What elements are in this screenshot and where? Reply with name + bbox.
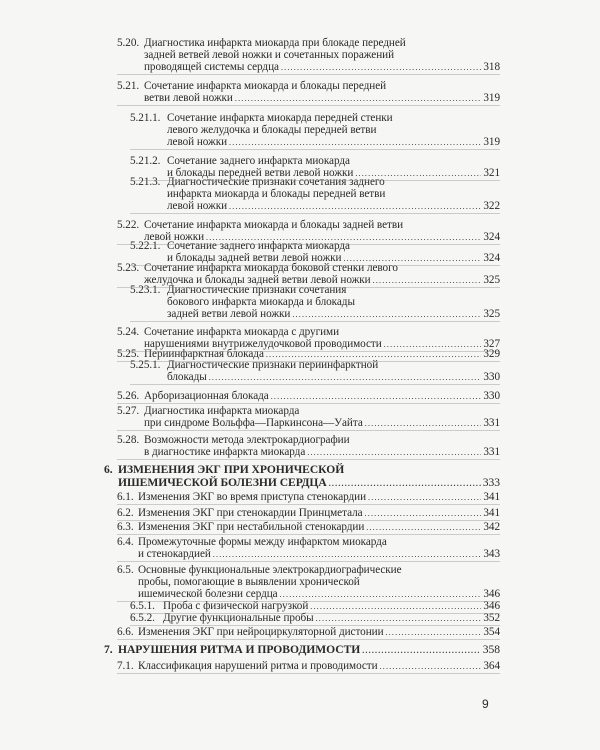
toc-entry[interactable] [117,37,500,73]
entry-rule [130,149,500,150]
toc-entry-title-line: Диагностические признаки периинфарктной [167,359,379,371]
toc-entry-title-line: Сочетание заднего инфаркта миокарда [167,155,350,167]
toc-chapter-entry[interactable] [104,644,500,657]
toc-entry-number: 5.21.2. [130,155,161,167]
toc-entry-page: 330 [483,390,500,402]
toc-entry-number: 6.5.1. [130,600,155,612]
toc-entry-number: 6.2. [117,507,134,519]
entry-rule [130,384,500,385]
toc-entry[interactable] [130,176,500,212]
toc-entry-title-line: Арборизационная блокада [144,390,269,402]
toc-entry-title-line: Периинфарктная блокада [144,348,264,360]
toc-entry[interactable] [117,626,500,638]
toc-entry-title-line: Изменения ЭКГ при нейроциркуляторной дистонии [138,626,384,638]
toc-entry-page: 358 [482,643,500,656]
toc-entry[interactable] [130,112,500,148]
toc-entry-title-line: Промежуточные формы между инфарктом миокарда [138,536,387,548]
toc-entry-title-line: Изменения ЭКГ при стенокардии Принцметала [138,507,363,519]
entry-rule [117,561,500,562]
entry-rule [117,601,500,602]
toc-entry-title-line: проводящей системы сердца [144,61,279,73]
toc-entry-title-line: ИШЕМИЧЕСКОЙ БОЛЕЗНИ СЕРДЦА [118,475,327,489]
toc-entry-number: 6.1. [117,491,134,503]
toc-entry[interactable] [130,359,500,383]
toc-entry-title-line: Сочетание инфаркта миокарда и блокады задней ветви [144,219,404,231]
toc-entry-title-line: задней ветвей левой ножки и сочетанных поражений [144,49,395,61]
dot-leader [307,446,481,458]
toc-entry[interactable] [117,564,500,600]
toc-entry-page: 333 [482,475,500,489]
toc-entry-page: 321 [483,167,500,179]
toc-entry-page: 324 [483,252,500,264]
entry-rule [117,459,500,460]
toc-entry-page: 346 [483,588,500,600]
toc-entry-number: 6.5.2. [130,612,155,624]
toc-entry-title-line: Другие функциональные пробы [163,612,314,624]
toc-entry[interactable] [117,80,500,104]
toc-entry-title-line: ИЗМЕНЕНИЯ ЭКГ ПРИ ХРОНИЧЕСКОЙ [118,463,345,476]
dot-leader [229,136,481,148]
toc-entry-title-line: Основные функциональные электрокардиографические [138,564,402,576]
toc-entry-title-line: Диагностические признаки сочетания заднего [167,176,385,188]
entry-rule [117,520,500,521]
entry-rule [117,287,500,288]
toc-entry-page: 329 [483,348,500,360]
toc-entry[interactable] [117,434,500,458]
entry-rule [117,361,500,362]
toc-entry-title-line: нарушениями внутрижелудочковой проводимости [144,338,382,350]
toc-entry[interactable] [117,326,500,350]
toc-entry-title-line: задней ветви левой ножки [167,308,291,320]
toc-entry-page: 341 [483,507,500,519]
dot-leader [365,507,482,519]
toc-entry-title-line: блокады [167,371,207,383]
toc-entry-number: 5.23. [117,262,140,274]
dot-leader [380,660,482,672]
toc-entry-title-line: Диагностические признаки сочетания [167,284,347,296]
toc-entry-title-line: бокового инфаркта миокарда и блокады [167,296,355,308]
entry-rule [117,403,500,404]
toc-entry-page: 341 [483,491,500,503]
toc-entry-title-line: НАРУШЕНИЯ РИТМА И ПРОВОДИМОСТИ [118,643,361,656]
dot-leader [368,491,481,503]
toc-entry[interactable] [117,660,500,672]
toc-entry-number: 6.4. [117,536,134,548]
toc-entry-title-line: и блокады задней ветви левой ножки [167,252,342,264]
toc-entry-title-line: при синдроме Вольффа—Паркинсона—Уайта [144,417,363,429]
dot-leader [271,390,482,402]
toc-entry[interactable] [117,390,500,402]
toc-entry-title-line: Возможности метода электрокардиографии [144,434,350,446]
entry-rule [130,321,500,322]
entry-rule [130,180,500,181]
toc-entry[interactable] [117,536,500,560]
toc-entry-title-line: левой ножки [167,200,228,212]
toc-entry-title-line: Проба с физической нагрузкой [163,600,309,612]
toc-entry-title-line: Сочетание заднего инфаркта миокарда [167,240,350,252]
toc-entry-title-line: Изменения ЭКГ во время приступа стенокардии [138,491,367,503]
toc-entry-title-line: и блокады передней ветви левой ножки [167,167,354,179]
toc-entry-page: 318 [483,61,500,73]
toc-entry-title-line: Сочетание инфаркта миокарда передней стенки [167,112,393,124]
toc-entry-number: 5.25. [117,348,140,360]
toc-entry-title-line: Диагностика инфаркта миокарда [144,405,300,417]
toc-entry-number: 5.26. [117,390,140,402]
toc-entry-number: 7.1. [117,660,134,672]
toc-entry-title-line: желудочка и блокады задней ветви левой ножки [144,274,371,286]
entry-rule [117,74,500,75]
toc-entry-number: 6.5. [117,564,134,576]
dot-leader [280,588,482,600]
toc-entry-title-line: Классификация нарушений ритма и проводимости [138,660,378,672]
entry-rule [117,534,500,535]
dot-leader [386,626,482,638]
dot-leader [281,61,481,73]
toc-entry-title-line: левой ножки [167,136,228,148]
dot-leader [229,200,481,212]
toc-entry-page: 364 [483,660,500,672]
toc-entry-number: 5.25.1. [130,359,161,371]
entry-rule [130,265,500,266]
entry-rule [117,430,500,431]
toc-entry-page: 343 [483,548,500,560]
dot-leader [235,92,481,104]
toc-entry[interactable] [117,491,500,503]
toc-entry-number: 5.20. [117,37,140,49]
dot-leader [213,548,482,560]
dot-leader [365,417,482,429]
entry-rule [117,673,500,674]
toc-entry-page: 331 [483,446,500,458]
entry-rule [117,504,500,505]
entry-rule [117,639,500,640]
toc-entry-page: 319 [483,136,500,148]
toc-entry-page: 327 [483,338,500,350]
toc-entry-title-line: пробы, помогающие в выявлении хронической [138,576,360,588]
page-number: 9 [482,697,489,711]
toc-entry-page: 331 [483,417,500,429]
toc-entry-title-line: Сочетание инфаркта миокарда боковой стенки левого [144,262,398,274]
dot-leader [292,308,481,320]
toc-entry-page: 324 [483,231,500,243]
toc-entry-title-line: Изменения ЭКГ при нестабильной стенокардии [138,521,365,533]
dot-leader [362,644,481,657]
toc-entry-title-line: Сочетание инфаркта миокарда с другими [144,326,340,338]
toc-entry-number: 5.22. [117,219,140,231]
toc-entry-title-line: Сочетание инфаркта миокарда и блокады передней [144,80,387,92]
toc-entry-page: 346 [483,600,500,612]
dot-leader [366,521,481,533]
dot-leader [209,371,482,383]
toc-entry-page: 319 [483,92,500,104]
toc-entry-title-line: Диагностика инфаркта миокарда при блокаде передней [144,37,406,49]
toc-entry-page: 330 [483,371,500,383]
toc-entry-number: 6.6. [117,626,134,638]
toc-entry-title-line: левого желудочка и блокады передней ветви [167,124,377,136]
toc-entry[interactable] [117,405,500,429]
toc-entry-title-line: ветви левой ножки [144,92,233,104]
toc-entry-number: 5.27. [117,405,140,417]
entry-rule [130,213,500,214]
toc-entry-page: 352 [483,612,500,624]
entry-rule [117,244,500,245]
dot-leader [329,477,481,490]
toc-entry-page: 325 [483,274,500,286]
toc-entry-number: 5.24. [117,326,140,338]
toc-entry-title-line: и стенокардией [138,548,211,560]
toc-entry-number: 5.21.3. [130,176,161,188]
toc-entry-number: 5.21. [117,80,140,92]
toc-entry-number: 6.3. [117,521,134,533]
toc-entry-page: 325 [483,308,500,320]
toc-entry-number: 5.22.1. [130,240,161,252]
toc-entry-page: 354 [483,626,500,638]
toc-entry-page: 322 [483,200,500,212]
toc-entry[interactable] [117,521,500,533]
toc-entry-number: 5.23.1. [130,284,161,296]
toc-entry-number: 5.28. [117,434,140,446]
entry-rule [117,351,500,352]
entry-rule [130,625,500,626]
entry-rule [117,105,500,106]
toc-entry-number: 6. [104,463,113,476]
toc-entry-page: 342 [483,521,500,533]
toc-chapter-entry[interactable] [104,464,500,489]
toc-entry-number: 7. [104,643,113,656]
entry-rule [130,613,500,614]
toc-entry[interactable] [117,507,500,519]
toc-entry[interactable] [130,284,500,320]
toc-entry-title-line: в диагностике инфаркта миокарда [144,446,306,458]
toc-entry-title-line: ишемической болезни сердца [138,588,278,600]
toc-entry-title-line: левой ножки [144,231,205,243]
toc-entry-number: 5.21.1. [130,112,161,124]
toc-entry-title-line: инфаркта миокарда и блокады передней ветви [167,188,386,200]
